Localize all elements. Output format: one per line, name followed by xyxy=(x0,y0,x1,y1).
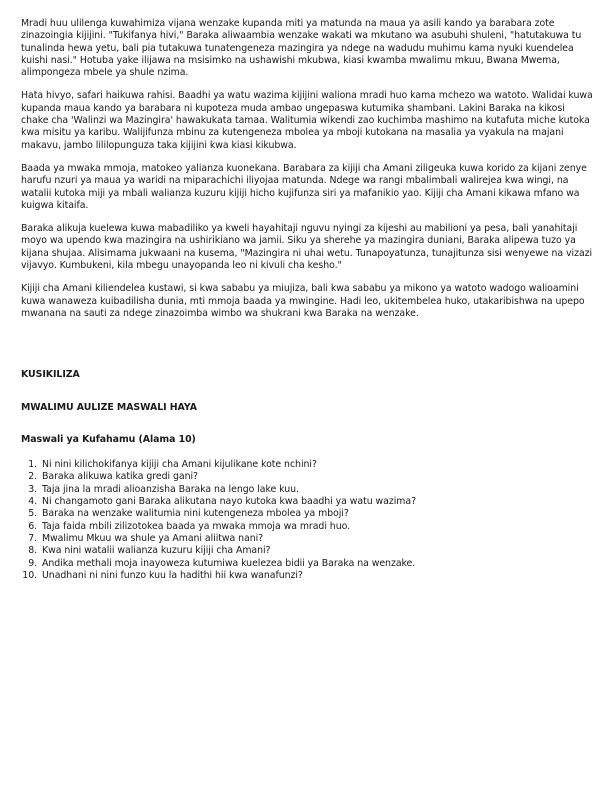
story-section xyxy=(21,18,594,320)
story-paragraph: Baraka alikuja kuelewa kuwa mabadiliko ya kweli hayahitaji nguvu nyingi za kijeshi au mabilioni ya pesa, bali yanahitaji moyo wa upendo kwa mazingira na ushirikiano wa jamii. Siku ya sherehe ya mazingira duniani, Baraka alipewa tuzo ya kijana shujaa. Alisimama jukwaani na kusema, "Mazingira ni uhai wetu. Tunapoyatunza, tunajitunza sisi wenyewe na vizazi vijavyo. Kumbukeni, kila mbegu unayopanda leo ni kivuli cha kesho." xyxy=(21,223,593,272)
question-item: 10. Unadhani ni nini funzo kuu la hadithi hii kwa wanafunzi? xyxy=(40,570,594,582)
question-item: 1. Ni nini kilichokifanya kijiji cha Amani kijulikane kote nchini? xyxy=(40,459,594,471)
question-item: 5. Baraka na wenzake walitumia nini kutengeneza mbolea ya mboji? xyxy=(40,508,594,520)
teacher-instruction-heading: MWALIMU AULIZE MASWALI HAYA xyxy=(21,401,197,413)
story-paragraph: Baada ya mwaka mmoja, matokeo yalianza kuonekana. Barabara za kijiji cha Amani ziligeuka kuwa korido za kijani zenye harufu nzuri ya maua ya waridi na miparachichi iliyojaa matunda. Ndege wa rangi mbalimbali walirejea kwa wingi, na watalii kutoka miji ya mbali walianza kuzuru kijiji hicho kujifunza siri ya mafanikio yao. Kijiji cha Amani kikawa mfano wa kuigwa kitaifa. xyxy=(21,162,587,211)
question-item: 6. Taja faida mbili zilizotokea baada ya mwaka mmoja wa mradi huo. xyxy=(40,521,594,533)
question-item: 9. Andika methali moja inayoweza kutumiwa kuelezea bidii ya Baraka na wenzake. xyxy=(40,558,594,570)
story-paragraph: Mradi huu ulilenga kuwahimiza vijana wenzake kupanda miti ya matunda na maua ya asili kando ya barabara zote zinazoingia kijijini. "Tukifanya hivi," Baraka aliwaambia wenzake wakati wa mkutano wa asubuhi shuleni, "hatutakuwa tu tunalinda hewa yetu, bali pia tutakuwa tunatengeneza mazingira ya ndege na wadudu muhimu kama nyuki kuendelea kuishi nasi." Hotuba yake ilijawa na msisimko na ushawishi mkubwa, kiasi kwamba mwalimu mkuu, Bwana Mwema, alimpongeza mbele ya shule nzima. xyxy=(21,18,582,79)
question-list xyxy=(21,459,594,582)
story-paragraph: Hata hivyo, safari haikuwa rahisi. Baadhi ya watu wazima kijijini waliona mradi huo kama mchezo wa watoto. Walidai kuwa kupanda maua kando ya barabara ni kupoteza muda ambao ungepaswa kutumika shambani. Lakini Baraka na kikosi chake cha 'Walinzi wa Mazingira' hawakukata tamaa. Walitumia wikendi zao kuchimba mashimo na kutafuta miche kutoka kwa misitu ya karibu. Walijifunza mbinu za kutengeneza mbolea ya mboji kutokana na masalia ya vyakula na majani makavu, jambo lililopunguza taka kijijini kwa kiasi kikubwa. xyxy=(21,90,593,151)
question-item: 4. Ni changamoto gani Baraka alikutana nayo kutoka kwa baadhi ya watu wazima? xyxy=(40,496,594,508)
question-item: 2. Baraka alikuwa katika gredi gani? xyxy=(40,471,594,483)
question-item: 3. Taja jina la mradi alioanzisha Baraka na lengo lake kuu. xyxy=(40,484,594,496)
question-item: 7. Mwalimu Mkuu wa shule ya Amani aliitwa nani? xyxy=(40,533,594,545)
section-gap xyxy=(21,331,594,369)
listening-heading: KUSIKILIZA xyxy=(21,369,80,381)
story-paragraph: Kijiji cha Amani kiliendelea kustawi, si kwa sababu ya miujiza, bali kwa sababu ya mikono ya watoto wadogo walioamini kuwa wanaweza kuibadilisha dunia, mti mmoja baada ya mwingine. Hadi leo, ukitembelea huko, utakaribishwa na upepo mwanana na sauti za ndege zinazoimba wimbo wa shukrani kwa Baraka na wenzake. xyxy=(21,283,585,319)
comprehension-heading: Maswali ya Kufahamu (Alama 10) xyxy=(21,433,196,445)
question-item: 8. Kwa nini watalii walianza kuzuru kijiji cha Amani? xyxy=(40,545,594,557)
